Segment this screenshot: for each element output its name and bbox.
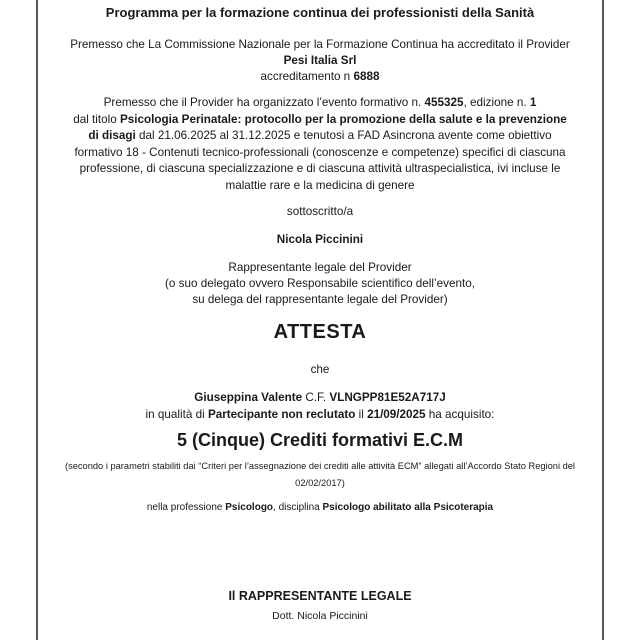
profession-value: Psicologo: [225, 502, 274, 513]
event-line-1-text: Premesso che il Provider ha organizzato l’evento formativo n.: [103, 96, 425, 109]
event-description: [39, 95, 601, 194]
signer-name: Nicola Piccinini: [276, 233, 364, 246]
event-line-2: [39, 112, 601, 129]
event-title-part1: Psicologia Perinatale: protocollo per la promozione della salute e la prevenzione: [119, 112, 567, 126]
participant-date: 21/09/2025: [367, 407, 426, 421]
che-label: che: [310, 363, 330, 376]
participant-quality: Partecipante non reclutato: [207, 407, 356, 421]
signer-role-line-2: (o suo delegato ovvero Responsabile scientifico dell’evento,: [165, 277, 475, 290]
event-title-label: dal titolo: [73, 112, 120, 126]
discipline-label: , disciplina: [273, 502, 323, 513]
event-line-6: malattie rare e la medicina di genere: [225, 178, 415, 192]
signer-role: [39, 260, 601, 308]
participant-block: [39, 390, 601, 423]
provider-name: Pesi Italia Srl: [283, 54, 357, 67]
event-edition-number: 1: [529, 96, 537, 109]
accreditation-number: 6888: [353, 69, 380, 83]
participant-acquired-label: ha acquisito:: [425, 407, 495, 421]
event-dates: dal 21.06.2025 al 31.12.2025 e tenutosi a FAD Asincrona avente come obiettivo: [135, 129, 552, 142]
event-edition-label: , edizione n.: [463, 96, 530, 109]
event-line-5: professione, di ciascuna specializzazione e di ciascuna attività ultraspecialistica, ivi incluse le: [79, 162, 561, 175]
representative-name: Dott. Nicola Piccinini: [272, 610, 368, 622]
credits-note-line-2: 02/02/2017): [295, 478, 345, 488]
page-border-left: [36, 0, 38, 640]
event-line-1: [39, 95, 601, 112]
event-line-3: [39, 128, 601, 145]
event-number: 455325: [424, 96, 464, 109]
credits-heading: 5 (Cinque) Crediti formativi E.C.M: [176, 430, 464, 450]
participant-cf-label: C.F.: [302, 391, 330, 404]
accreditation-number-line: [39, 69, 601, 86]
attesta-heading: ATTESTA: [273, 321, 367, 343]
subscriber-label: sottoscritto/a: [286, 205, 354, 218]
accreditation-premise: Premesso che La Commissione Nazionale per la Formazione Continua ha accreditato il Provider: [70, 38, 570, 51]
participant-date-label: il: [355, 407, 368, 421]
profession-line: [39, 502, 601, 513]
participant-quality-prefix: in qualità di: [145, 407, 208, 421]
event-title-part2: di disagi: [88, 129, 136, 142]
representative-title: Il RAPPRESENTANTE LEGALE: [228, 589, 412, 603]
participant-identity-line: [39, 390, 601, 407]
accreditation-number-label: accreditamento n: [260, 69, 354, 83]
program-title: Programma per la formazione continua dei professionisti della Sanità: [105, 5, 535, 20]
profession-prefix: nella professione: [146, 502, 226, 513]
credits-note: [39, 458, 601, 492]
discipline-value: Psicologo abilitato alla Psicoterapia: [322, 502, 494, 513]
participant-cf-code: VLNGPP81E52A717J: [329, 391, 446, 404]
signer-role-line-1: Rappresentante legale del Provider: [228, 261, 412, 274]
page-border-right: [602, 0, 604, 640]
event-line-4: formativo 18 - Contenuti tecnico-professionali (conoscenze e competenze) specifici di ciascuna: [74, 145, 566, 159]
participant-quality-line: [39, 407, 601, 424]
participant-name: Giuseppina Valente: [194, 391, 303, 404]
credits-note-line-1: (secondo i parametri stabiliti dai “Criteri per l’assegnazione dei crediti alle attività ECM” allegati all’Accordo Stato Regioni del: [64, 461, 576, 471]
signer-role-line-3: su delega del rappresentante legale del Provider): [192, 293, 448, 306]
